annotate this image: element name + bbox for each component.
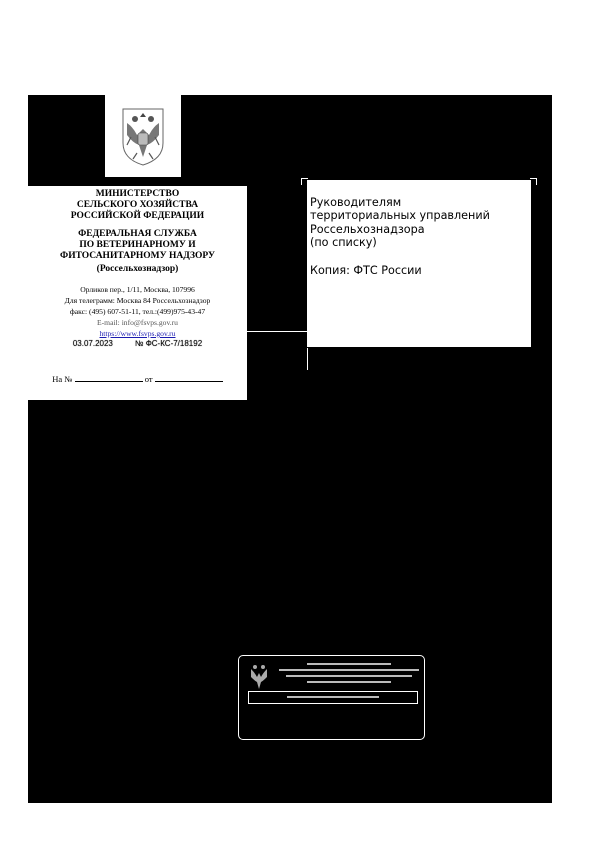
registration-number: № ФС-КС-7/18192 bbox=[134, 339, 203, 348]
website-link[interactable]: https://www.fsvps.gov.ru bbox=[99, 329, 176, 338]
address-block: Орликов пер., 1/11, Москва, 107996 Для телеграмм: Москва 84 Россельхознадзор факс: (495) 607-51-11, тел.:(499)975-43-47 bbox=[64, 285, 211, 316]
address-corner-mark bbox=[530, 178, 537, 185]
registration-date: 03.07.2023 bbox=[72, 339, 113, 348]
emblem-icon bbox=[247, 663, 271, 691]
email-link[interactable]: E-mail: info@fsvps.gov.ru bbox=[97, 318, 178, 327]
connector-line bbox=[307, 348, 308, 370]
registration-stamp bbox=[28, 339, 247, 349]
letterhead bbox=[28, 186, 247, 400]
copy-to: Копия: ФТС России bbox=[310, 263, 422, 277]
double-headed-eagle-icon bbox=[117, 105, 169, 167]
connector-line bbox=[247, 331, 307, 332]
ministry-name: МИНИСТЕРСТВО СЕЛЬСКОГО ХОЗЯЙСТВА РОССИЙСКОЙ ФЕДЕРАЦИИ bbox=[70, 189, 205, 221]
reference-line: На № от bbox=[28, 374, 247, 384]
recipient-block: Руководителям территориальных управлений Россельхознадзора (по списку) Копия: ФТС России bbox=[307, 180, 531, 347]
service-name: ФЕДЕРАЛЬНАЯ СЛУЖБА ПО ВЕТЕРИНАРНОМУ И ФИТОСАНИТАРНОМУ НАДЗОРУ (Россельхознадзор) bbox=[60, 229, 215, 274]
state-emblem bbox=[105, 95, 181, 177]
signature-details-box bbox=[248, 691, 418, 704]
electronic-signature-stamp bbox=[238, 655, 425, 740]
